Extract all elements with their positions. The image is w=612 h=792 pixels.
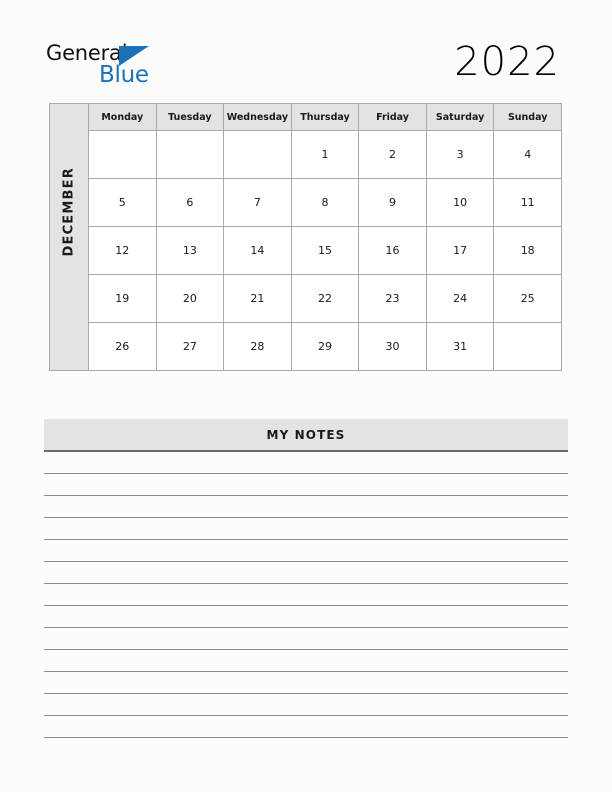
notes-header <box>44 419 568 452</box>
note-line[interactable] <box>44 584 568 606</box>
day-cell[interactable]: 31 <box>426 323 494 371</box>
month-name: DECEMBER <box>61 166 77 256</box>
note-line[interactable] <box>44 496 568 518</box>
day-cell[interactable]: 14 <box>224 227 292 275</box>
weekday-header-saturday: Saturday <box>426 104 494 131</box>
day-cell[interactable]: 25 <box>494 275 562 323</box>
month-label-cell <box>50 104 89 371</box>
calendar-header-row <box>50 104 562 131</box>
day-cell[interactable]: 20 <box>156 275 224 323</box>
note-line[interactable] <box>44 452 568 474</box>
calendar-table <box>49 103 562 371</box>
day-cell[interactable]: 15 <box>291 227 359 275</box>
page-header <box>0 0 612 100</box>
day-cell[interactable]: 23 <box>359 275 427 323</box>
weekday-header-thursday: Thursday <box>291 104 359 131</box>
day-cell[interactable]: 26 <box>89 323 157 371</box>
day-cell[interactable]: 27 <box>156 323 224 371</box>
page-title-year: 2022 <box>454 39 560 85</box>
day-cell[interactable]: 24 <box>426 275 494 323</box>
day-cell[interactable]: 12 <box>89 227 157 275</box>
note-line[interactable] <box>44 562 568 584</box>
day-cell[interactable]: 19 <box>89 275 157 323</box>
calendar-week-row <box>50 227 562 275</box>
calendar-week-row <box>50 275 562 323</box>
note-line[interactable] <box>44 518 568 540</box>
note-line[interactable] <box>44 606 568 628</box>
calendar-week-row <box>50 131 562 179</box>
calendar-week-row <box>50 323 562 371</box>
day-cell[interactable]: 4 <box>494 131 562 179</box>
day-cell[interactable]: 18 <box>494 227 562 275</box>
notes-title: MY NOTES <box>266 427 346 442</box>
weekday-header-tuesday: Tuesday <box>156 104 224 131</box>
note-line[interactable] <box>44 672 568 694</box>
day-cell[interactable]: 1 <box>291 131 359 179</box>
note-line[interactable] <box>44 474 568 496</box>
calendar-week-row <box>50 179 562 227</box>
note-line[interactable] <box>44 628 568 650</box>
day-cell[interactable]: 22 <box>291 275 359 323</box>
day-cell[interactable]: 7 <box>224 179 292 227</box>
day-cell[interactable]: 17 <box>426 227 494 275</box>
notes-lines-container[interactable] <box>44 452 568 738</box>
day-cell[interactable]: 16 <box>359 227 427 275</box>
weekday-header-sunday: Sunday <box>494 104 562 131</box>
brand-name-general: General <box>46 41 128 65</box>
brand-name-blue: Blue <box>99 62 149 88</box>
day-cell[interactable]: 30 <box>359 323 427 371</box>
day-cell[interactable]: 13 <box>156 227 224 275</box>
brand-logo <box>46 42 246 94</box>
day-cell[interactable]: 21 <box>224 275 292 323</box>
day-cell[interactable]: 28 <box>224 323 292 371</box>
note-line[interactable] <box>44 540 568 562</box>
day-cell[interactable] <box>156 131 224 179</box>
notes-section <box>44 419 568 738</box>
day-cell[interactable]: 11 <box>494 179 562 227</box>
weekday-header-wednesday: Wednesday <box>224 104 292 131</box>
day-cell[interactable]: 8 <box>291 179 359 227</box>
day-cell[interactable] <box>224 131 292 179</box>
day-cell[interactable] <box>89 131 157 179</box>
day-cell[interactable]: 3 <box>426 131 494 179</box>
day-cell[interactable]: 5 <box>89 179 157 227</box>
calendar-container <box>49 103 562 372</box>
note-line[interactable] <box>44 694 568 716</box>
note-line[interactable] <box>44 650 568 672</box>
weekday-header-friday: Friday <box>359 104 427 131</box>
day-cell[interactable]: 10 <box>426 179 494 227</box>
day-cell[interactable]: 9 <box>359 179 427 227</box>
day-cell[interactable]: 2 <box>359 131 427 179</box>
day-cell[interactable]: 6 <box>156 179 224 227</box>
note-line[interactable] <box>44 716 568 738</box>
day-cell[interactable] <box>494 323 562 371</box>
calendar-body <box>50 104 562 371</box>
weekday-header-monday: Monday <box>89 104 157 131</box>
day-cell[interactable]: 29 <box>291 323 359 371</box>
